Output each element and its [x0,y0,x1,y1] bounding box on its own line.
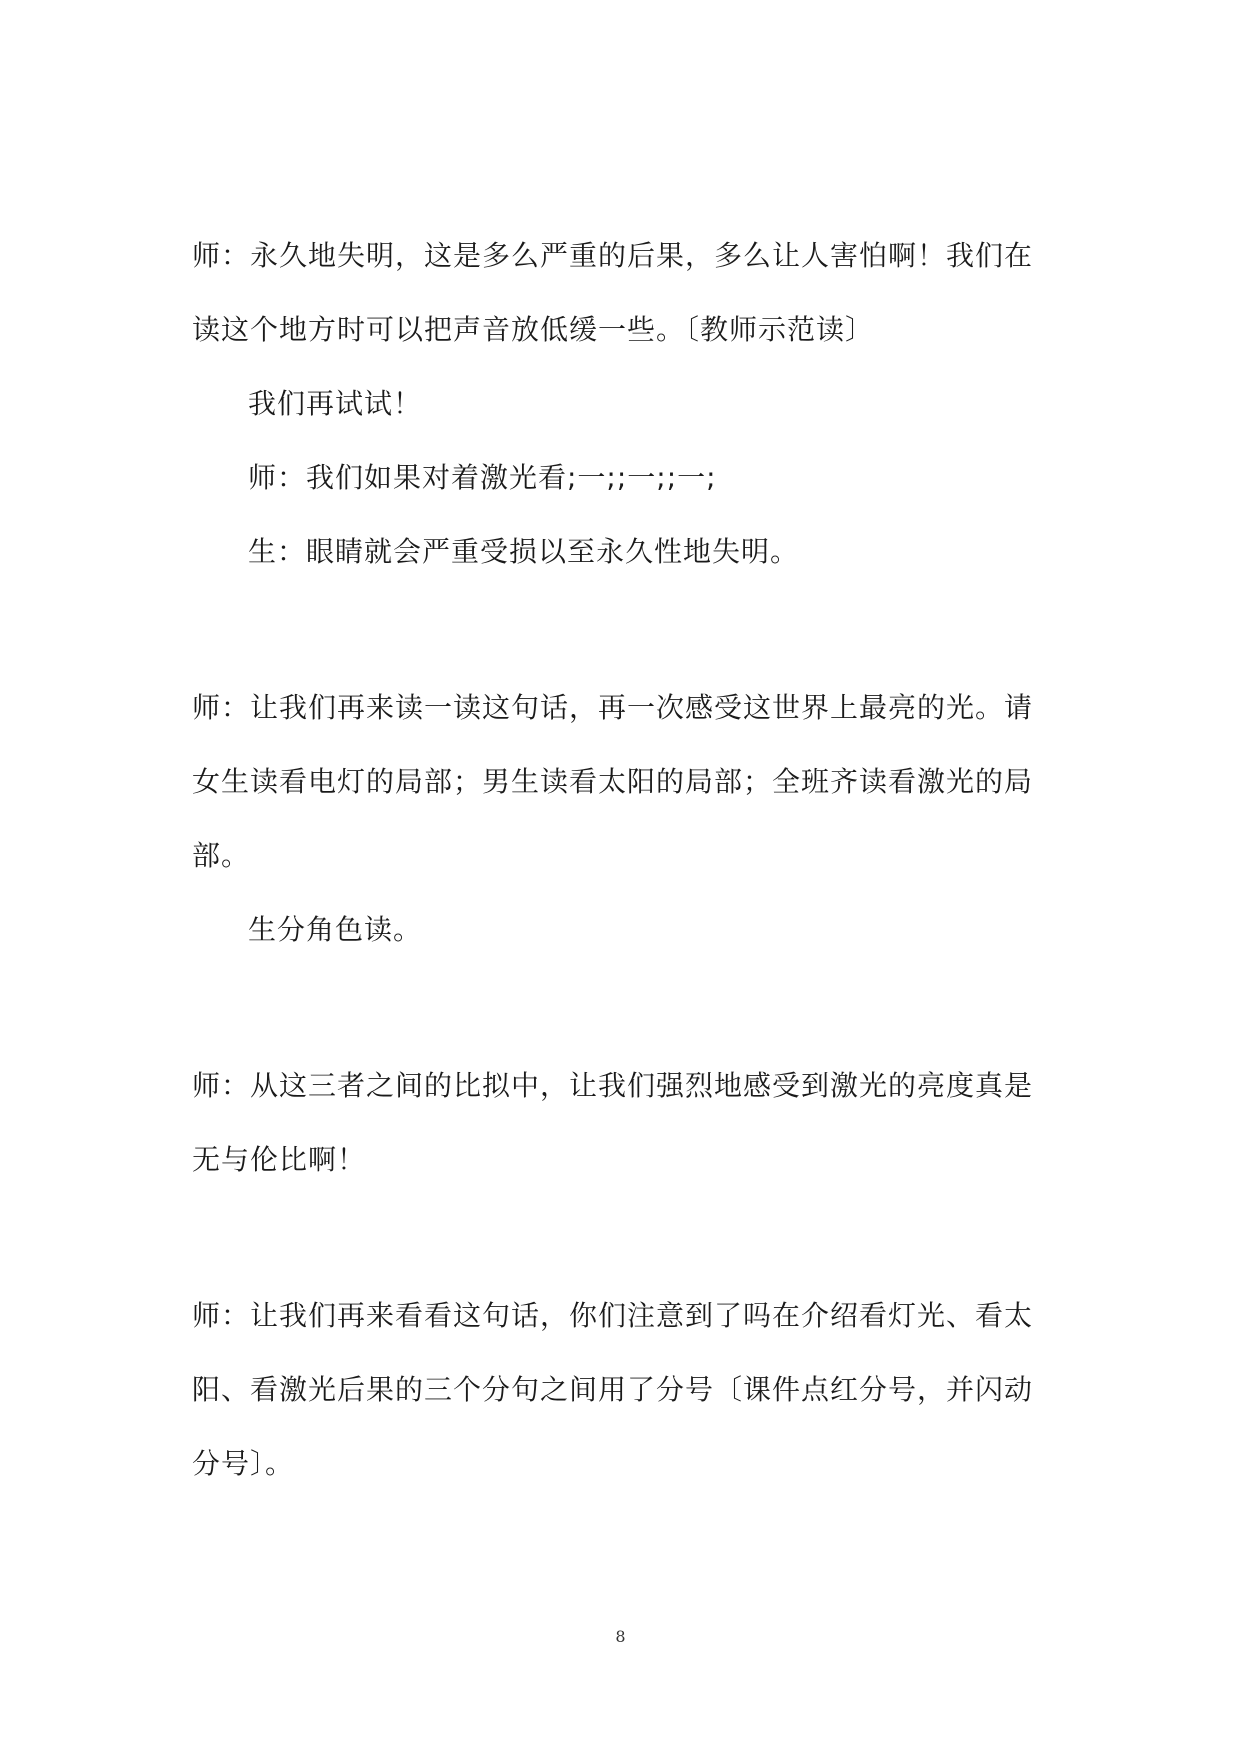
paragraph-4-line-1: 生：眼睛就会严重受损以至永久性地失明。 [248,535,800,568]
paragraph-8-line-1: 师：让我们再来看看这句话，你们注意到了吗在介绍看灯光、看太 [192,1299,1034,1332]
paragraph-1-line-1: 师：永久地失明，这是多么严重的后果，多么让人害怕啊！我们在 [192,239,1034,272]
paragraph-8-line-2: 阳、看激光后果的三个分句之间用了分号〔课件点红分号，并闪动 [192,1373,1034,1406]
paragraph-2-line-1: 我们再试试！ [248,387,423,420]
paragraph-7-line-1: 师：从这三者之间的比拟中，让我们强烈地感受到激光的亮度真是 [192,1069,1034,1102]
paragraph-5-line-2: 女生读看电灯的局部；男生读看太阳的局部；全班齐读看激光的局 [192,765,1034,798]
paragraph-5-line-1: 师：让我们再来读一读这句话，再一次感受这世界上最亮的光。请 [192,691,1034,724]
paragraph-8-line-3: 分号〕。 [192,1447,295,1480]
paragraph-7-line-2: 无与伦比啊！ [192,1143,367,1176]
paragraph-1-line-2: 读这个地方时可以把声音放低缓一些。〔教师示范读〕 [192,313,875,346]
paragraph-6-line-1: 生分角色读。 [248,913,423,946]
paragraph-5-line-3: 部。 [192,839,251,872]
page-number: 8 [615,1627,626,1646]
paragraph-3-line-1: 师：我们如果对着激光看;一;;一;;一; [248,461,717,494]
